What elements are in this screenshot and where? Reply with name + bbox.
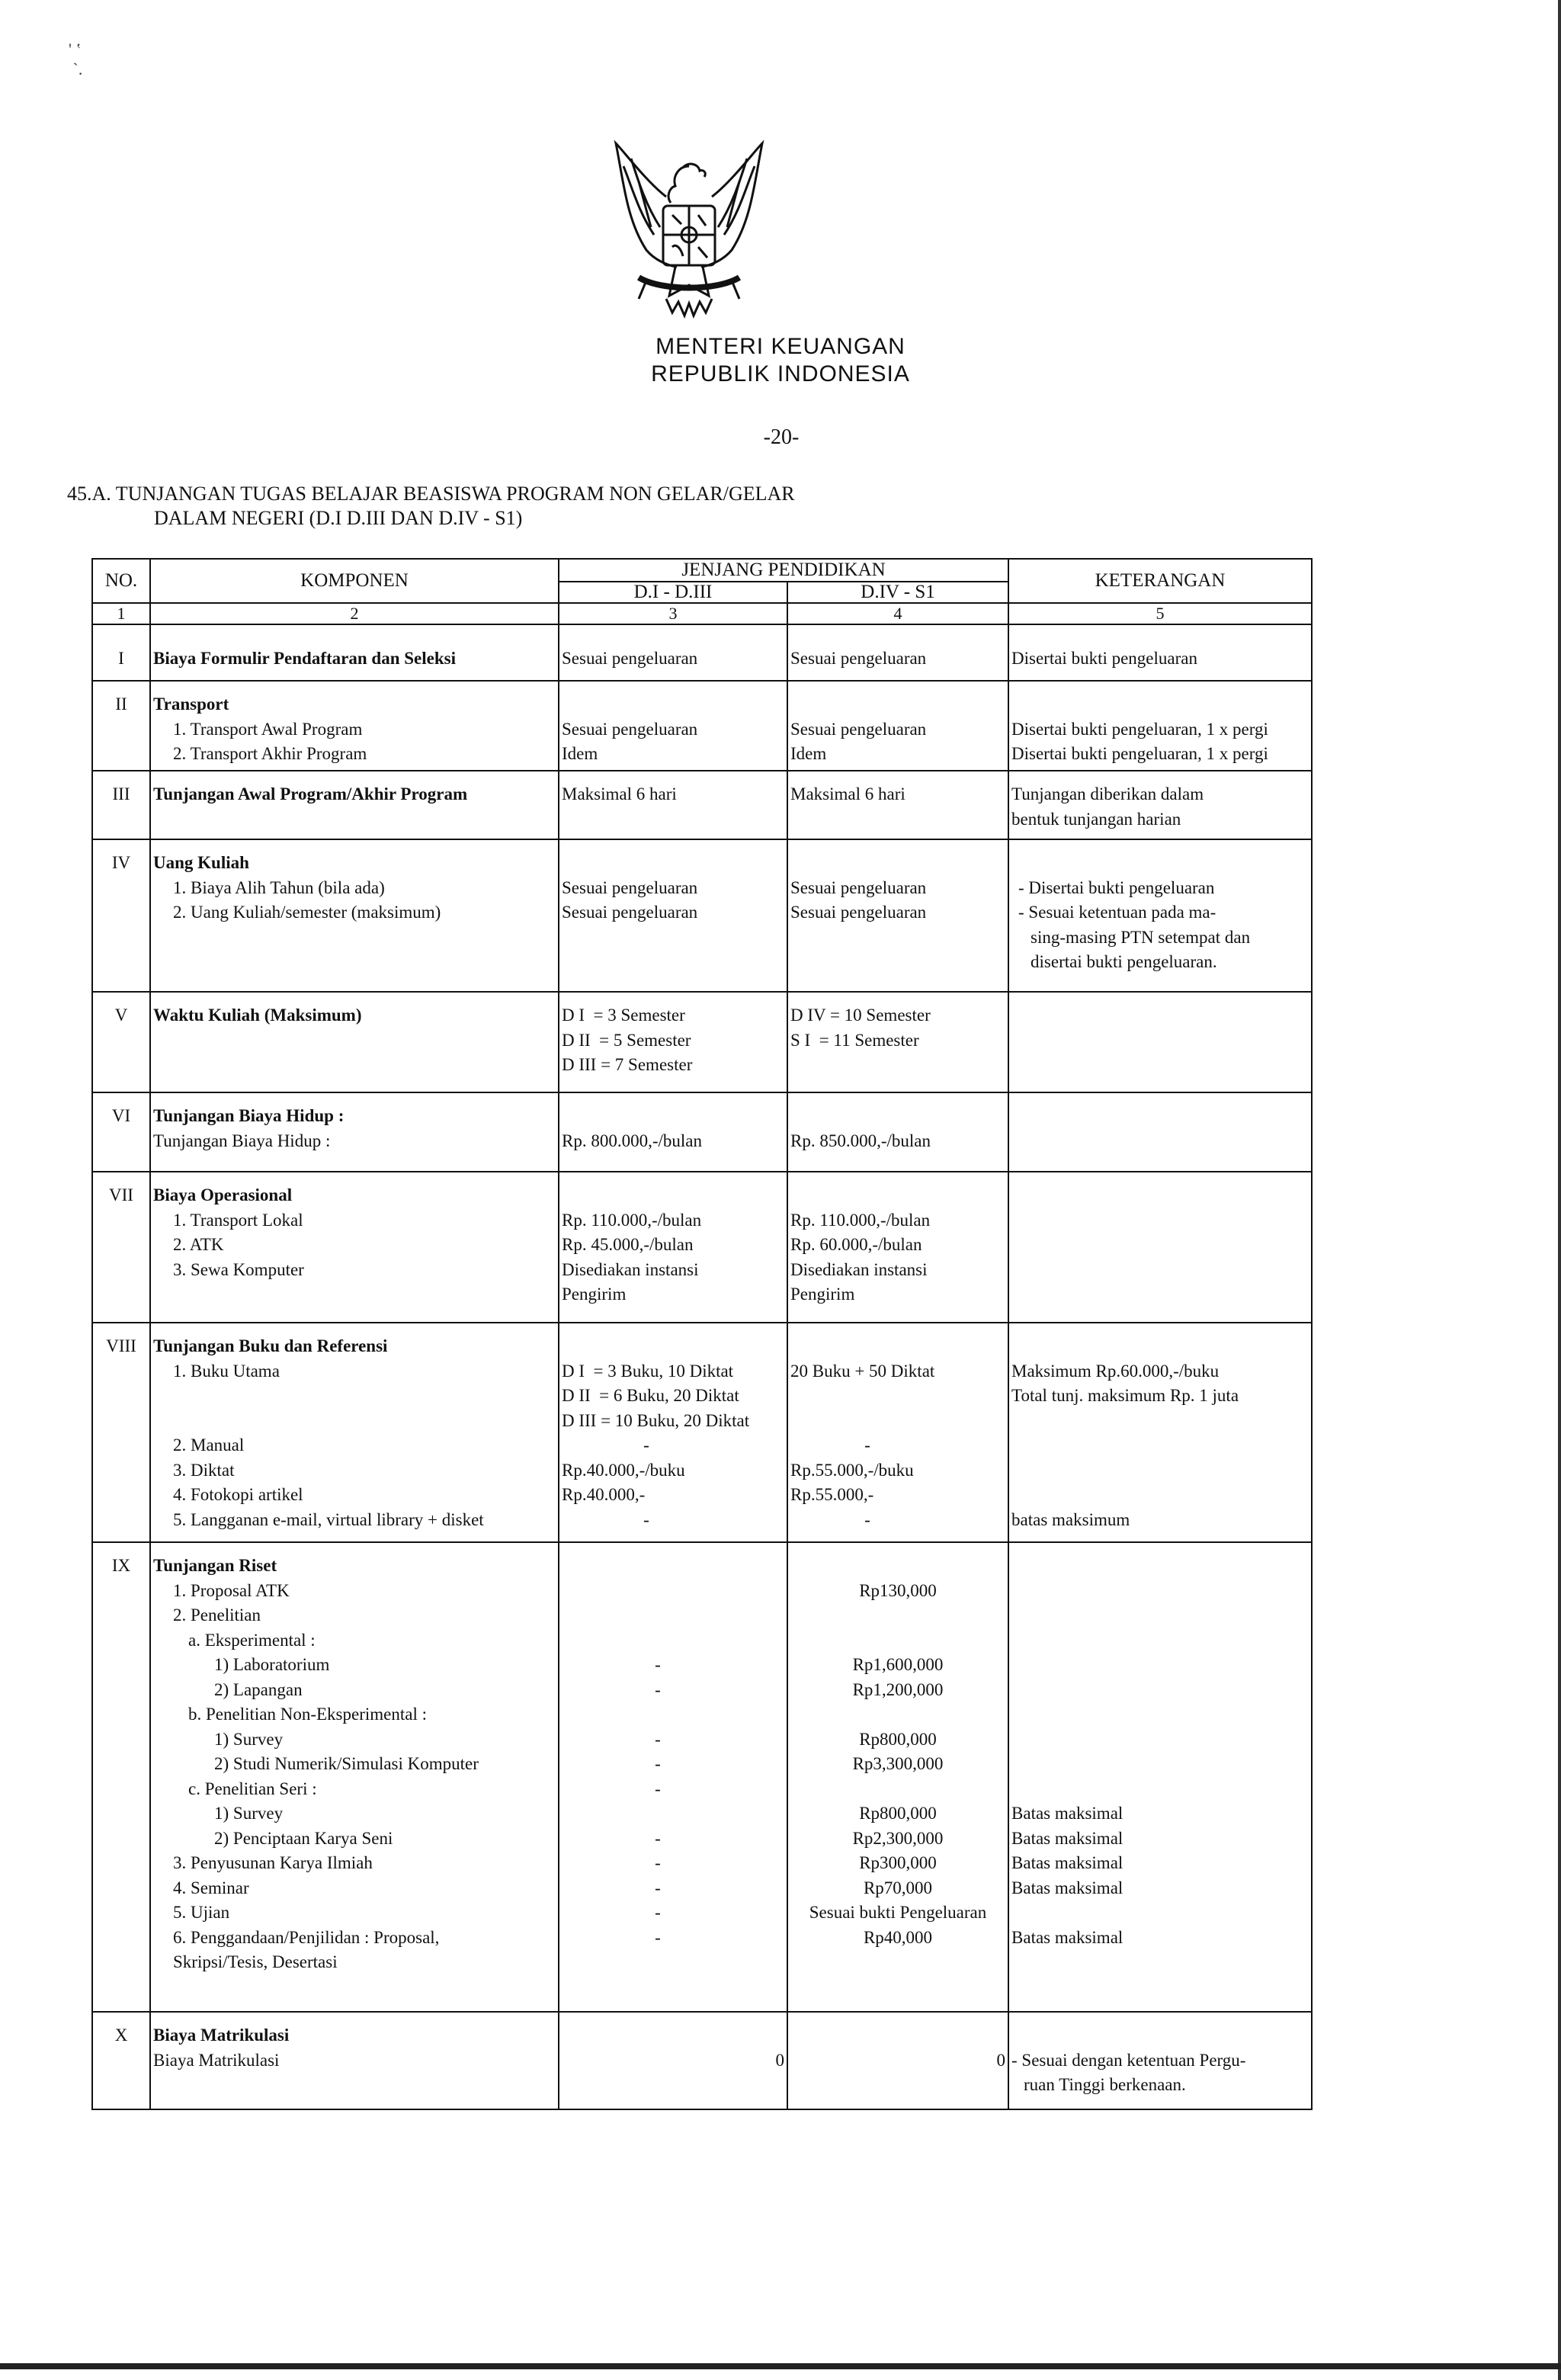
column-number: 1: [92, 603, 150, 624]
cell-keterangan: disertai bukti pengeluaran.: [1031, 952, 1217, 971]
cell-d4: Maksimal 6 hari: [790, 784, 906, 803]
cell-keterangan: [1011, 1603, 1309, 1628]
cell-keterangan: batas maksimum: [1011, 1509, 1130, 1529]
cell-keterangan: Maksimum Rp.60.000,-/buku: [1011, 1361, 1220, 1381]
cell-d1: Idem: [562, 744, 598, 763]
cell-d1: [562, 1603, 784, 1628]
row-number: X: [114, 2026, 128, 2045]
component-item: 3. Diktat: [173, 1460, 235, 1480]
cell-d4: [790, 1702, 1005, 1727]
table-row: [92, 771, 1312, 839]
cell-d4: 20 Buku + 50 Diktat: [790, 1361, 935, 1381]
cell-d4: Rp3,300,000: [852, 1754, 944, 1773]
cell-d4: Rp1,600,000: [852, 1655, 944, 1674]
table-row: [92, 1092, 1312, 1172]
cell-d1: Rp.40.000,-: [562, 1485, 646, 1504]
cell-d1: -: [655, 1853, 661, 1872]
ministry-country: REPUBLIK INDONESIA: [651, 361, 910, 387]
cell-keterangan: [1011, 1752, 1309, 1777]
cell-d4: Rp70,000: [863, 1878, 933, 1897]
component-item: 1. Transport Lokal: [173, 1210, 303, 1230]
cell-d1: [562, 1628, 784, 1653]
cell-d1: -: [655, 1779, 661, 1798]
column-number: 2: [150, 603, 559, 624]
component-item: 2) Penciptaan Karya Seni: [214, 1828, 393, 1848]
document-title: [67, 482, 795, 531]
table-row: [92, 624, 1312, 681]
cell-d4: Rp2,300,000: [852, 1828, 944, 1848]
cell-keterangan: [1011, 1678, 1309, 1703]
scan-border: [0, 2363, 1561, 2369]
cell-keterangan: ruan Tinggi berkenaan.: [1024, 2075, 1186, 2094]
row-number: III: [112, 784, 130, 803]
cell-d1: Sesuai pengeluaran: [562, 649, 698, 668]
cell-d1: -: [655, 1729, 661, 1749]
row-number: IX: [111, 1556, 131, 1575]
row-number: IV: [111, 853, 131, 872]
header-no: NO.: [92, 559, 150, 603]
cell-d4: S I = 11 Semester: [790, 1030, 919, 1050]
component-title: Tunjangan Riset: [153, 1556, 277, 1575]
cell-keterangan: - Sesuai ketentuan pada ma-: [1018, 903, 1216, 922]
cell-d1: Rp. 800.000,-/bulan: [562, 1131, 702, 1150]
cell-d1: D III = 7 Semester: [562, 1055, 693, 1074]
component-title: Biaya Formulir Pendaftaran dan Seleksi: [153, 649, 456, 668]
cell-keterangan: Disertai bukti pengeluaran, 1 x pergi: [1011, 744, 1268, 763]
component-item: 2. Transport Akhir Program: [173, 744, 367, 763]
cell-d4: Disediakan instansi: [790, 1259, 928, 1279]
column-number: 3: [559, 603, 787, 624]
table-row: [92, 1323, 1312, 1542]
table-row: [92, 839, 1312, 992]
cell-d4: Rp.55.000,-/buku: [790, 1460, 914, 1480]
component-item: Tunjangan Biaya Hidup :: [153, 1131, 331, 1150]
cell-keterangan: sing-masing PTN setempat dan: [1031, 927, 1251, 947]
cell-d4: Rp40,000: [863, 1927, 933, 1947]
component-item: 1. Biaya Alih Tahun (bila ada): [173, 877, 385, 897]
cell-d1: [562, 1579, 784, 1604]
cell-d1: [562, 1950, 784, 1975]
table-row: [92, 2012, 1312, 2109]
component-title: Tunjangan Awal Program/Akhir Program: [153, 784, 468, 803]
ministry-name: MENTERI KEUANGAN: [655, 334, 906, 359]
cell-d1: Sesuai pengeluaran: [562, 719, 698, 739]
cell-keterangan: Batas maksimal: [1011, 1804, 1123, 1823]
cell-d4: Sesuai pengeluaran: [790, 877, 927, 897]
cell-d1: Sesuai pengeluaran: [562, 903, 698, 922]
cell-keterangan: Tunjangan diberikan dalam: [1011, 784, 1204, 803]
component-item: 6. Penggandaan/Penjilidan : Proposal,: [173, 1927, 440, 1947]
title-line-1: 45.A. TUNJANGAN TUGAS BELAJAR BEASISWA PROGRAM NON GELAR/GELAR: [67, 483, 795, 505]
component-title: Transport: [153, 694, 229, 714]
cell-keterangan: Batas maksimal: [1011, 1828, 1123, 1848]
row-number: II: [115, 694, 127, 714]
allowance-table: [91, 558, 1313, 2110]
cell-d4: Sesuai pengeluaran: [790, 719, 927, 739]
header-d1-d3: D.I - D.III: [559, 582, 787, 603]
cell-keterangan: [1011, 1900, 1309, 1926]
component-item: 2. Manual: [173, 1435, 245, 1455]
cell-d1: Sesuai pengeluaran: [562, 877, 698, 897]
cell-d4: Pengirim: [790, 1285, 855, 1304]
component-item: 2. Uang Kuliah/semester (maksimum): [173, 903, 441, 922]
cell-keterangan: Total tunj. maksimum Rp. 1 juta: [1011, 1386, 1239, 1405]
column-number: 5: [1008, 603, 1312, 624]
cell-d4: Rp300,000: [859, 1853, 937, 1872]
garuda-pancasila-emblem-icon: [593, 136, 785, 328]
cell-keterangan: [1011, 1727, 1309, 1753]
cell-d4: Sesuai bukti Pengeluaran: [809, 1903, 987, 1922]
cell-keterangan: Disertai bukti pengeluaran, 1 x pergi: [1011, 719, 1268, 739]
cell-keterangan: [1011, 1653, 1309, 1678]
cell-d4: Sesuai pengeluaran: [790, 649, 927, 668]
cell-d4: Idem: [790, 744, 827, 763]
cell-d1: Rp.40.000,-/buku: [562, 1460, 685, 1480]
component-item: b. Penelitian Non-Eksperimental :: [188, 1705, 427, 1724]
component-title: Tunjangan Biaya Hidup :: [153, 1106, 345, 1125]
row-number: VI: [111, 1106, 131, 1125]
component-item: 2) Studi Numerik/Simulasi Komputer: [214, 1754, 479, 1773]
component-item: 4. Seminar: [173, 1878, 249, 1897]
component-item: 2. ATK: [173, 1235, 224, 1254]
cell-d1: -: [643, 1509, 649, 1529]
component-item: Skripsi/Tesis, Desertasi: [173, 1952, 338, 1971]
component-item: 1) Survey: [214, 1804, 284, 1823]
table-header-row: [92, 559, 1312, 582]
component-item: 1) Survey: [214, 1729, 284, 1749]
cell-d1: -: [655, 1754, 661, 1773]
cell-d1: D III = 10 Buku, 20 Diktat: [562, 1410, 750, 1430]
cell-d1: -: [655, 1903, 661, 1922]
cell-d1: -: [655, 1679, 661, 1699]
cell-d1: D II = 5 Semester: [562, 1030, 691, 1050]
cell-d4: Rp800,000: [859, 1729, 937, 1749]
cell-d4: -: [864, 1435, 870, 1455]
cell-d4: [790, 1628, 1005, 1653]
cell-d1: 0: [775, 2050, 784, 2070]
cell-d4: Rp130,000: [859, 1580, 937, 1600]
table-row: [92, 1542, 1312, 2012]
row-number: I: [118, 649, 124, 668]
cell-d4: Rp800,000: [859, 1804, 937, 1823]
cell-d1: -: [655, 1828, 661, 1848]
cell-d4: Sesuai pengeluaran: [790, 903, 927, 922]
cell-keterangan: - Sesuai dengan ketentuan Pergu-: [1011, 2050, 1246, 2070]
cell-d1: -: [655, 1655, 661, 1674]
cell-d1: [562, 1801, 784, 1827]
cell-d4: -: [864, 1509, 870, 1529]
component-item: 5. Langganan e-mail, virtual library + disket: [173, 1509, 484, 1529]
cell-d1: Disediakan instansi: [562, 1259, 699, 1279]
cell-d4: Rp1,200,000: [852, 1679, 944, 1699]
cell-d4: [790, 1950, 1005, 1975]
component-item: Biaya Matrikulasi: [153, 2050, 280, 2070]
cell-d4: Rp.55.000,-: [790, 1485, 874, 1504]
component-title: Biaya Operasional: [153, 1185, 293, 1204]
cell-d1: Pengirim: [562, 1285, 627, 1304]
header-jenjang: JENJANG PENDIDIKAN: [559, 559, 1008, 582]
cell-keterangan: [1011, 1950, 1309, 1975]
cell-keterangan: Batas maksimal: [1011, 1853, 1123, 1872]
column-number: 4: [787, 603, 1008, 624]
cell-d1: D I = 3 Buku, 10 Diktat: [562, 1361, 734, 1381]
cell-d1: -: [655, 1878, 661, 1897]
row-number: VIII: [106, 1336, 136, 1355]
cell-d1: D I = 3 Semester: [562, 1006, 685, 1025]
cell-keterangan: [1011, 1628, 1309, 1653]
cell-keterangan: [1011, 1579, 1309, 1604]
cell-keterangan: [1011, 1777, 1309, 1802]
cell-keterangan: [1011, 1702, 1309, 1727]
row-number: V: [114, 1006, 128, 1025]
header-komponen: KOMPONEN: [150, 559, 559, 603]
scan-edge: [1558, 0, 1561, 2380]
row-number: VII: [109, 1185, 133, 1204]
cell-d4: 0: [996, 2050, 1006, 2070]
cell-d4: [790, 1603, 1005, 1628]
cell-d4: Rp. 850.000,-/bulan: [790, 1131, 931, 1150]
component-item: 1. Transport Awal Program: [173, 719, 363, 739]
component-item: 1) Laboratorium: [214, 1655, 330, 1674]
component-title: Tunjangan Buku dan Referensi: [153, 1336, 388, 1355]
component-item: c. Penelitian Seri :: [188, 1779, 317, 1798]
table-row: [92, 1172, 1312, 1323]
component-title: Uang Kuliah: [153, 853, 249, 872]
cell-keterangan: Batas maksimal: [1011, 1927, 1123, 1947]
component-item: 1. Proposal ATK: [173, 1580, 290, 1600]
cell-d4: Rp. 110.000,-/bulan: [790, 1210, 931, 1230]
component-title: Biaya Matrikulasi: [153, 2026, 290, 2045]
scan-mark: ' ‛ `.: [69, 40, 90, 79]
title-line-2: DALAM NEGERI (D.I D.III DAN D.IV - S1): [154, 507, 523, 529]
cell-d1: Maksimal 6 hari: [562, 784, 677, 803]
cell-keterangan: Disertai bukti pengeluaran: [1011, 649, 1197, 668]
component-item: 1. Buku Utama: [173, 1361, 280, 1381]
component-item: 3. Penyusunan Karya Ilmiah: [173, 1853, 373, 1872]
header-keterangan: KETERANGAN: [1008, 559, 1312, 603]
column-number-row: [92, 603, 1312, 624]
cell-d4: D IV = 10 Semester: [790, 1006, 931, 1025]
component-title: Waktu Kuliah (Maksimum): [153, 1006, 362, 1025]
cell-d4: [790, 1777, 1005, 1802]
page-number: -20-: [763, 425, 800, 449]
cell-d1: -: [655, 1927, 661, 1947]
cell-keterangan: - Disertai bukti pengeluaran: [1018, 877, 1215, 897]
header-d4-s1: D.IV - S1: [787, 582, 1008, 603]
cell-d4: Rp. 60.000,-/bulan: [790, 1235, 922, 1254]
component-item: 2. Penelitian: [173, 1605, 261, 1625]
component-item: 4. Fotokopi artikel: [173, 1485, 303, 1504]
component-item: 2) Lapangan: [214, 1679, 303, 1699]
table-row: [92, 992, 1312, 1092]
cell-keterangan: Batas maksimal: [1011, 1878, 1123, 1897]
component-item: a. Eksperimental :: [188, 1630, 316, 1650]
component-item: 3. Sewa Komputer: [173, 1259, 304, 1279]
cell-keterangan: bentuk tunjangan harian: [1011, 809, 1181, 829]
component-item: 5. Ujian: [173, 1903, 230, 1922]
cell-d1: D II = 6 Buku, 20 Diktat: [562, 1386, 739, 1405]
cell-d1: [562, 1702, 784, 1727]
cell-d1: Rp. 45.000,-/bulan: [562, 1235, 694, 1254]
cell-d1: Rp. 110.000,-/bulan: [562, 1210, 702, 1230]
cell-d1: -: [643, 1435, 649, 1455]
table-row: [92, 681, 1312, 771]
